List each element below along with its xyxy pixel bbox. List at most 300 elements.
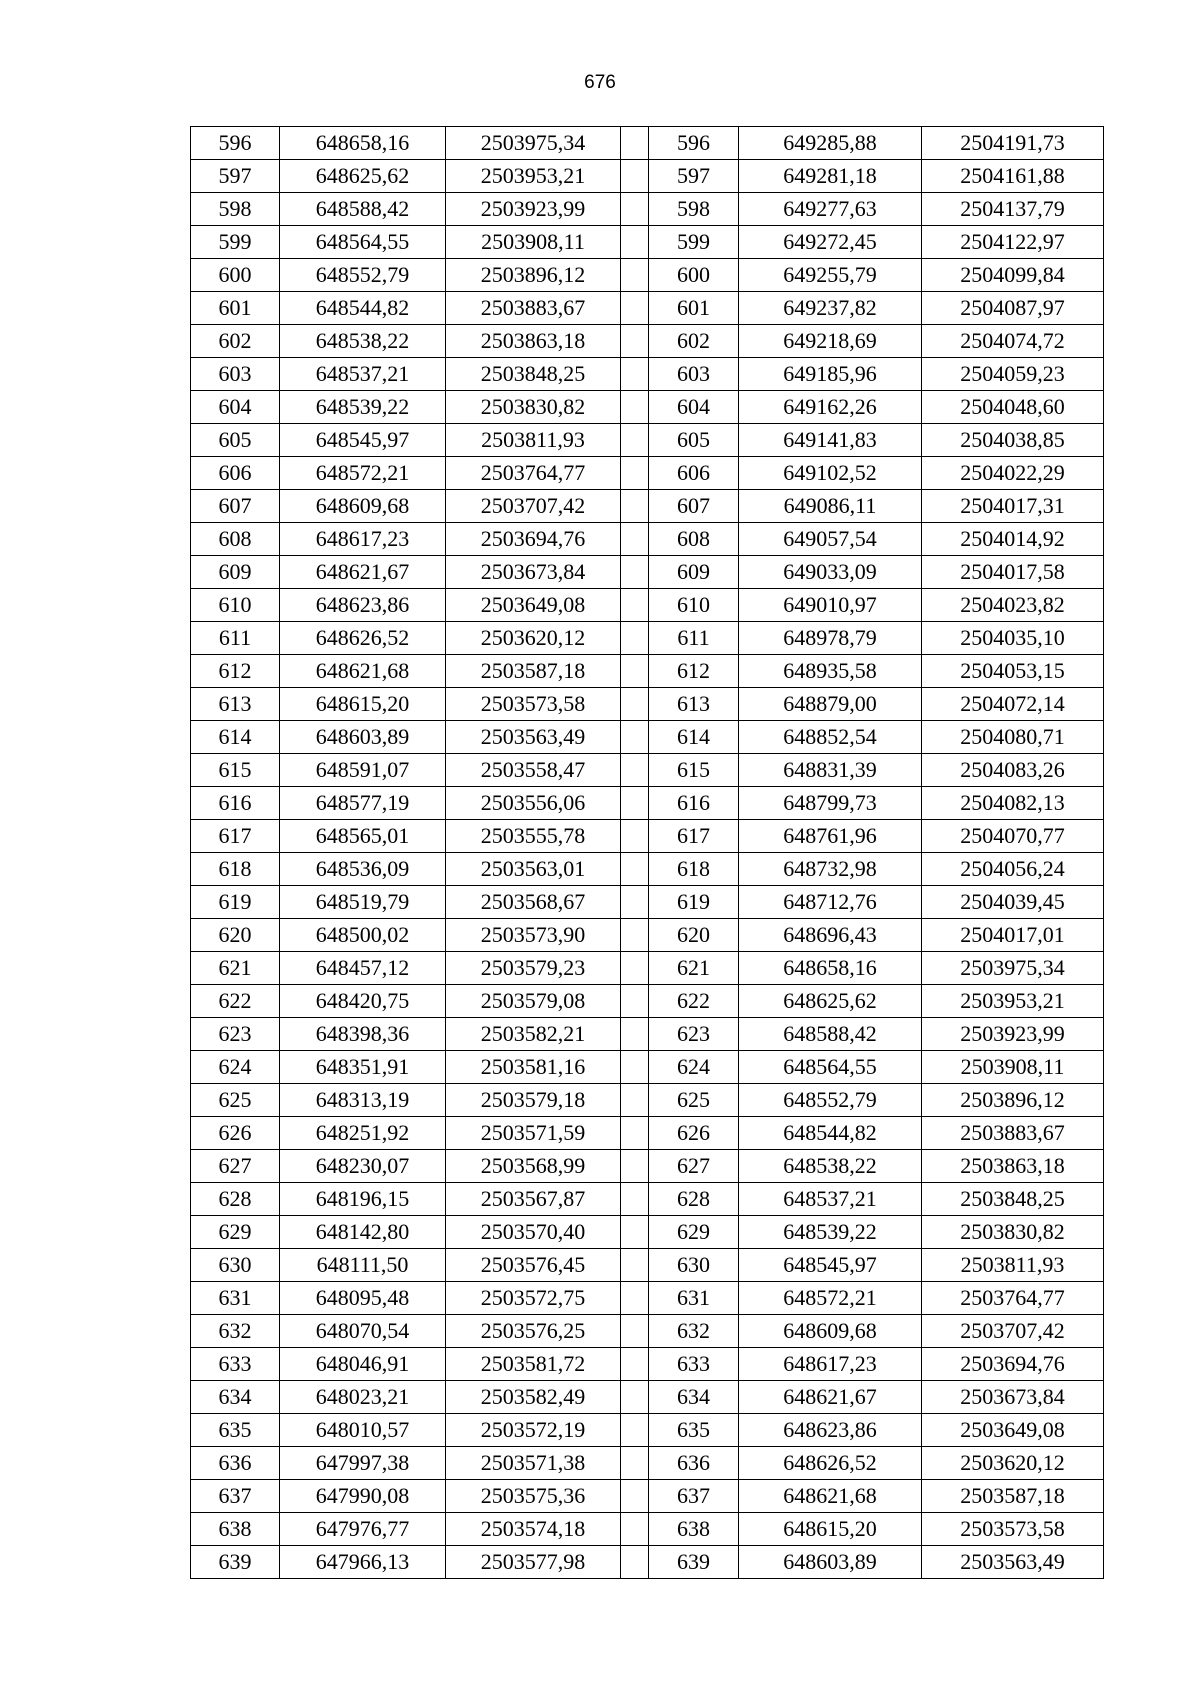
- left-y-coordinate-cell: 2503673,84: [446, 556, 621, 589]
- table-row: [191, 391, 1104, 424]
- separator-cell: [621, 1348, 649, 1381]
- left-x-coordinate-cell: 648142,80: [280, 1216, 446, 1249]
- left-y-coordinate-cell: 2503555,78: [446, 820, 621, 853]
- right-point-number-cell: 626: [649, 1117, 739, 1150]
- right-x-coordinate-cell: 649255,79: [739, 259, 922, 292]
- right-x-coordinate-cell: 648625,62: [739, 985, 922, 1018]
- left-y-coordinate-cell: 2503953,21: [446, 160, 621, 193]
- right-x-coordinate-cell: 648852,54: [739, 721, 922, 754]
- left-y-coordinate-cell: 2503579,18: [446, 1084, 621, 1117]
- right-x-coordinate-cell: 648623,86: [739, 1414, 922, 1447]
- separator-cell: [621, 1282, 649, 1315]
- left-point-number-cell: 633: [191, 1348, 280, 1381]
- left-point-number-cell: 620: [191, 919, 280, 952]
- left-y-coordinate-cell: 2503694,76: [446, 523, 621, 556]
- separator-cell: [621, 1513, 649, 1546]
- page-number: 676: [584, 72, 616, 93]
- separator-cell: [621, 1381, 649, 1414]
- left-point-number-cell: 625: [191, 1084, 280, 1117]
- table-row: [191, 1546, 1104, 1579]
- table-row: [191, 127, 1104, 160]
- left-point-number-cell: 610: [191, 589, 280, 622]
- left-y-coordinate-cell: 2503563,49: [446, 721, 621, 754]
- left-point-number-cell: 609: [191, 556, 280, 589]
- right-x-coordinate-cell: 648617,23: [739, 1348, 922, 1381]
- left-x-coordinate-cell: 648565,01: [280, 820, 446, 853]
- table-row: [191, 1117, 1104, 1150]
- right-x-coordinate-cell: 649010,97: [739, 589, 922, 622]
- right-x-coordinate-cell: 649285,88: [739, 127, 922, 160]
- separator-cell: [621, 457, 649, 490]
- left-x-coordinate-cell: 648609,68: [280, 490, 446, 523]
- left-x-coordinate-cell: 648625,62: [280, 160, 446, 193]
- left-y-coordinate-cell: 2503577,98: [446, 1546, 621, 1579]
- left-point-number-cell: 628: [191, 1183, 280, 1216]
- left-x-coordinate-cell: 648626,52: [280, 622, 446, 655]
- separator-cell: [621, 523, 649, 556]
- right-y-coordinate-cell: 2503953,21: [922, 985, 1104, 1018]
- left-x-coordinate-cell: 647990,08: [280, 1480, 446, 1513]
- right-point-number-cell: 620: [649, 919, 739, 952]
- right-y-coordinate-cell: 2503707,42: [922, 1315, 1104, 1348]
- right-point-number-cell: 629: [649, 1216, 739, 1249]
- table-row: [191, 1315, 1104, 1348]
- right-x-coordinate-cell: 648935,58: [739, 655, 922, 688]
- table-row: [191, 523, 1104, 556]
- right-x-coordinate-cell: 649185,96: [739, 358, 922, 391]
- separator-cell: [621, 556, 649, 589]
- table-row: [191, 1414, 1104, 1447]
- separator-cell: [621, 1414, 649, 1447]
- left-x-coordinate-cell: 648537,21: [280, 358, 446, 391]
- left-y-coordinate-cell: 2503556,06: [446, 787, 621, 820]
- left-x-coordinate-cell: 648070,54: [280, 1315, 446, 1348]
- left-point-number-cell: 598: [191, 193, 280, 226]
- left-y-coordinate-cell: 2503579,08: [446, 985, 621, 1018]
- left-y-coordinate-cell: 2503923,99: [446, 193, 621, 226]
- left-y-coordinate-cell: 2503572,75: [446, 1282, 621, 1315]
- right-x-coordinate-cell: 649086,11: [739, 490, 922, 523]
- right-x-coordinate-cell: 649141,83: [739, 424, 922, 457]
- separator-cell: [621, 1150, 649, 1183]
- left-point-number-cell: 618: [191, 853, 280, 886]
- right-y-coordinate-cell: 2504023,82: [922, 589, 1104, 622]
- right-y-coordinate-cell: 2503883,67: [922, 1117, 1104, 1150]
- right-x-coordinate-cell: 648799,73: [739, 787, 922, 820]
- right-y-coordinate-cell: 2504039,45: [922, 886, 1104, 919]
- right-point-number-cell: 603: [649, 358, 739, 391]
- right-point-number-cell: 609: [649, 556, 739, 589]
- left-y-coordinate-cell: 2503582,49: [446, 1381, 621, 1414]
- separator-cell: [621, 391, 649, 424]
- left-point-number-cell: 631: [191, 1282, 280, 1315]
- left-point-number-cell: 605: [191, 424, 280, 457]
- right-point-number-cell: 612: [649, 655, 739, 688]
- right-y-coordinate-cell: 2503694,76: [922, 1348, 1104, 1381]
- right-y-coordinate-cell: 2504161,88: [922, 160, 1104, 193]
- table-row: [191, 1249, 1104, 1282]
- table-row: [191, 787, 1104, 820]
- separator-cell: [621, 1315, 649, 1348]
- left-x-coordinate-cell: 648046,91: [280, 1348, 446, 1381]
- left-x-coordinate-cell: 648623,86: [280, 589, 446, 622]
- right-point-number-cell: 614: [649, 721, 739, 754]
- left-x-coordinate-cell: 648591,07: [280, 754, 446, 787]
- left-y-coordinate-cell: 2503587,18: [446, 655, 621, 688]
- left-y-coordinate-cell: 2503575,36: [446, 1480, 621, 1513]
- separator-cell: [621, 358, 649, 391]
- right-point-number-cell: 623: [649, 1018, 739, 1051]
- right-point-number-cell: 624: [649, 1051, 739, 1084]
- right-y-coordinate-cell: 2503587,18: [922, 1480, 1104, 1513]
- table-row: [191, 556, 1104, 589]
- left-y-coordinate-cell: 2503908,11: [446, 226, 621, 259]
- left-x-coordinate-cell: 648538,22: [280, 325, 446, 358]
- separator-cell: [621, 820, 649, 853]
- table-row: [191, 1183, 1104, 1216]
- left-point-number-cell: 635: [191, 1414, 280, 1447]
- right-point-number-cell: 622: [649, 985, 739, 1018]
- right-x-coordinate-cell: 649237,82: [739, 292, 922, 325]
- right-y-coordinate-cell: 2503673,84: [922, 1381, 1104, 1414]
- right-x-coordinate-cell: 649102,52: [739, 457, 922, 490]
- right-y-coordinate-cell: 2504087,97: [922, 292, 1104, 325]
- separator-cell: [621, 721, 649, 754]
- right-point-number-cell: 596: [649, 127, 739, 160]
- left-y-coordinate-cell: 2503582,21: [446, 1018, 621, 1051]
- right-point-number-cell: 631: [649, 1282, 739, 1315]
- left-x-coordinate-cell: 648615,20: [280, 688, 446, 721]
- right-point-number-cell: 619: [649, 886, 739, 919]
- left-point-number-cell: 630: [191, 1249, 280, 1282]
- right-x-coordinate-cell: 648621,67: [739, 1381, 922, 1414]
- table-row: [191, 952, 1104, 985]
- left-y-coordinate-cell: 2503581,16: [446, 1051, 621, 1084]
- left-y-coordinate-cell: 2503571,38: [446, 1447, 621, 1480]
- left-point-number-cell: 613: [191, 688, 280, 721]
- right-y-coordinate-cell: 2504070,77: [922, 820, 1104, 853]
- left-x-coordinate-cell: 648230,07: [280, 1150, 446, 1183]
- left-y-coordinate-cell: 2503572,19: [446, 1414, 621, 1447]
- left-x-coordinate-cell: 648545,97: [280, 424, 446, 457]
- separator-cell: [621, 688, 649, 721]
- table-row: [191, 1051, 1104, 1084]
- left-point-number-cell: 597: [191, 160, 280, 193]
- right-y-coordinate-cell: 2503764,77: [922, 1282, 1104, 1315]
- table-row: [191, 589, 1104, 622]
- left-x-coordinate-cell: 648658,16: [280, 127, 446, 160]
- table-row: [191, 358, 1104, 391]
- separator-cell: [621, 952, 649, 985]
- right-y-coordinate-cell: 2504035,10: [922, 622, 1104, 655]
- right-y-coordinate-cell: 2504017,01: [922, 919, 1104, 952]
- right-y-coordinate-cell: 2503573,58: [922, 1513, 1104, 1546]
- table-row: [191, 259, 1104, 292]
- table-row: [191, 1381, 1104, 1414]
- right-x-coordinate-cell: 649162,26: [739, 391, 922, 424]
- right-x-coordinate-cell: 649281,18: [739, 160, 922, 193]
- right-point-number-cell: 627: [649, 1150, 739, 1183]
- left-y-coordinate-cell: 2503764,77: [446, 457, 621, 490]
- right-x-coordinate-cell: 649033,09: [739, 556, 922, 589]
- right-y-coordinate-cell: 2503649,08: [922, 1414, 1104, 1447]
- left-y-coordinate-cell: 2503567,87: [446, 1183, 621, 1216]
- right-point-number-cell: 617: [649, 820, 739, 853]
- left-point-number-cell: 614: [191, 721, 280, 754]
- separator-cell: [621, 160, 649, 193]
- separator-cell: [621, 193, 649, 226]
- left-y-coordinate-cell: 2503649,08: [446, 589, 621, 622]
- left-y-coordinate-cell: 2503568,67: [446, 886, 621, 919]
- table-row: [191, 820, 1104, 853]
- right-x-coordinate-cell: 648615,20: [739, 1513, 922, 1546]
- right-y-coordinate-cell: 2504038,85: [922, 424, 1104, 457]
- table-row: [191, 721, 1104, 754]
- right-x-coordinate-cell: 648544,82: [739, 1117, 922, 1150]
- right-x-coordinate-cell: 648545,97: [739, 1249, 922, 1282]
- left-point-number-cell: 606: [191, 457, 280, 490]
- left-x-coordinate-cell: 648544,82: [280, 292, 446, 325]
- table-row: [191, 853, 1104, 886]
- left-point-number-cell: 624: [191, 1051, 280, 1084]
- right-point-number-cell: 638: [649, 1513, 739, 1546]
- left-x-coordinate-cell: 648111,50: [280, 1249, 446, 1282]
- right-x-coordinate-cell: 648572,21: [739, 1282, 922, 1315]
- right-y-coordinate-cell: 2504137,79: [922, 193, 1104, 226]
- right-y-coordinate-cell: 2503908,11: [922, 1051, 1104, 1084]
- right-point-number-cell: 600: [649, 259, 739, 292]
- right-point-number-cell: 635: [649, 1414, 739, 1447]
- left-y-coordinate-cell: 2503570,40: [446, 1216, 621, 1249]
- separator-cell: [621, 1447, 649, 1480]
- left-point-number-cell: 637: [191, 1480, 280, 1513]
- separator-cell: [621, 424, 649, 457]
- table-row: [191, 1513, 1104, 1546]
- right-x-coordinate-cell: 648564,55: [739, 1051, 922, 1084]
- left-x-coordinate-cell: 648398,36: [280, 1018, 446, 1051]
- table-row: [191, 160, 1104, 193]
- right-y-coordinate-cell: 2504072,14: [922, 688, 1104, 721]
- right-point-number-cell: 608: [649, 523, 739, 556]
- left-point-number-cell: 607: [191, 490, 280, 523]
- separator-cell: [621, 1249, 649, 1282]
- separator-cell: [621, 325, 649, 358]
- coordinates-table: [190, 126, 1104, 1579]
- left-y-coordinate-cell: 2503571,59: [446, 1117, 621, 1150]
- left-y-coordinate-cell: 2503563,01: [446, 853, 621, 886]
- left-y-coordinate-cell: 2503975,34: [446, 127, 621, 160]
- separator-cell: [621, 1084, 649, 1117]
- left-x-coordinate-cell: 648313,19: [280, 1084, 446, 1117]
- separator-cell: [621, 886, 649, 919]
- separator-cell: [621, 787, 649, 820]
- right-y-coordinate-cell: 2503923,99: [922, 1018, 1104, 1051]
- table-row: [191, 886, 1104, 919]
- left-x-coordinate-cell: 648564,55: [280, 226, 446, 259]
- left-x-coordinate-cell: 648023,21: [280, 1381, 446, 1414]
- right-point-number-cell: 621: [649, 952, 739, 985]
- right-y-coordinate-cell: 2503830,82: [922, 1216, 1104, 1249]
- right-point-number-cell: 598: [649, 193, 739, 226]
- right-x-coordinate-cell: 649218,69: [739, 325, 922, 358]
- left-x-coordinate-cell: 648536,09: [280, 853, 446, 886]
- right-y-coordinate-cell: 2504014,92: [922, 523, 1104, 556]
- right-point-number-cell: 602: [649, 325, 739, 358]
- left-point-number-cell: 608: [191, 523, 280, 556]
- right-y-coordinate-cell: 2503620,12: [922, 1447, 1104, 1480]
- right-point-number-cell: 601: [649, 292, 739, 325]
- left-point-number-cell: 629: [191, 1216, 280, 1249]
- table-row: [191, 985, 1104, 1018]
- left-y-coordinate-cell: 2503830,82: [446, 391, 621, 424]
- left-point-number-cell: 634: [191, 1381, 280, 1414]
- table-row: [191, 1447, 1104, 1480]
- table-row: [191, 193, 1104, 226]
- left-y-coordinate-cell: 2503581,72: [446, 1348, 621, 1381]
- left-point-number-cell: 623: [191, 1018, 280, 1051]
- left-y-coordinate-cell: 2503863,18: [446, 325, 621, 358]
- table-row: [191, 226, 1104, 259]
- right-point-number-cell: 628: [649, 1183, 739, 1216]
- left-y-coordinate-cell: 2503576,45: [446, 1249, 621, 1282]
- right-x-coordinate-cell: 648552,79: [739, 1084, 922, 1117]
- right-y-coordinate-cell: 2504056,24: [922, 853, 1104, 886]
- right-y-coordinate-cell: 2504053,15: [922, 655, 1104, 688]
- separator-cell: [621, 226, 649, 259]
- table-row: [191, 490, 1104, 523]
- table-row: [191, 622, 1104, 655]
- left-x-coordinate-cell: 648010,57: [280, 1414, 446, 1447]
- separator-cell: [621, 754, 649, 787]
- right-x-coordinate-cell: 648588,42: [739, 1018, 922, 1051]
- separator-cell: [621, 655, 649, 688]
- left-point-number-cell: 617: [191, 820, 280, 853]
- right-x-coordinate-cell: 649057,54: [739, 523, 922, 556]
- right-x-coordinate-cell: 648712,76: [739, 886, 922, 919]
- right-point-number-cell: 606: [649, 457, 739, 490]
- left-y-coordinate-cell: 2503707,42: [446, 490, 621, 523]
- right-y-coordinate-cell: 2504048,60: [922, 391, 1104, 424]
- left-x-coordinate-cell: 648251,92: [280, 1117, 446, 1150]
- right-x-coordinate-cell: 649277,63: [739, 193, 922, 226]
- left-x-coordinate-cell: 648519,79: [280, 886, 446, 919]
- left-point-number-cell: 600: [191, 259, 280, 292]
- table-row: [191, 292, 1104, 325]
- left-x-coordinate-cell: 648196,15: [280, 1183, 446, 1216]
- right-point-number-cell: 607: [649, 490, 739, 523]
- left-point-number-cell: 602: [191, 325, 280, 358]
- left-x-coordinate-cell: 648539,22: [280, 391, 446, 424]
- right-point-number-cell: 616: [649, 787, 739, 820]
- left-x-coordinate-cell: 648500,02: [280, 919, 446, 952]
- left-x-coordinate-cell: 647997,38: [280, 1447, 446, 1480]
- left-y-coordinate-cell: 2503811,93: [446, 424, 621, 457]
- left-point-number-cell: 604: [191, 391, 280, 424]
- left-x-coordinate-cell: 648621,68: [280, 655, 446, 688]
- separator-cell: [621, 1546, 649, 1579]
- table-row: [191, 754, 1104, 787]
- left-y-coordinate-cell: 2503574,18: [446, 1513, 621, 1546]
- separator-cell: [621, 1480, 649, 1513]
- left-point-number-cell: 626: [191, 1117, 280, 1150]
- separator-cell: [621, 1018, 649, 1051]
- left-x-coordinate-cell: 648572,21: [280, 457, 446, 490]
- right-x-coordinate-cell: 648609,68: [739, 1315, 922, 1348]
- coordinates-table-body: [191, 127, 1104, 1579]
- separator-cell: [621, 589, 649, 622]
- separator-cell: [621, 622, 649, 655]
- left-y-coordinate-cell: 2503576,25: [446, 1315, 621, 1348]
- right-point-number-cell: 630: [649, 1249, 739, 1282]
- left-x-coordinate-cell: 648552,79: [280, 259, 446, 292]
- table-row: [191, 1480, 1104, 1513]
- left-x-coordinate-cell: 648095,48: [280, 1282, 446, 1315]
- separator-cell: [621, 1117, 649, 1150]
- right-x-coordinate-cell: 648603,89: [739, 1546, 922, 1579]
- left-x-coordinate-cell: 647976,77: [280, 1513, 446, 1546]
- right-y-coordinate-cell: 2504074,72: [922, 325, 1104, 358]
- left-point-number-cell: 601: [191, 292, 280, 325]
- right-x-coordinate-cell: 648621,68: [739, 1480, 922, 1513]
- left-point-number-cell: 638: [191, 1513, 280, 1546]
- right-point-number-cell: 637: [649, 1480, 739, 1513]
- left-point-number-cell: 632: [191, 1315, 280, 1348]
- right-point-number-cell: 632: [649, 1315, 739, 1348]
- right-point-number-cell: 625: [649, 1084, 739, 1117]
- right-x-coordinate-cell: 648658,16: [739, 952, 922, 985]
- right-y-coordinate-cell: 2504099,84: [922, 259, 1104, 292]
- left-y-coordinate-cell: 2503848,25: [446, 358, 621, 391]
- right-point-number-cell: 613: [649, 688, 739, 721]
- left-y-coordinate-cell: 2503558,47: [446, 754, 621, 787]
- right-x-coordinate-cell: 648732,98: [739, 853, 922, 886]
- table-row: [191, 655, 1104, 688]
- separator-cell: [621, 919, 649, 952]
- right-x-coordinate-cell: 648537,21: [739, 1183, 922, 1216]
- left-point-number-cell: 615: [191, 754, 280, 787]
- right-x-coordinate-cell: 648761,96: [739, 820, 922, 853]
- table-row: [191, 1084, 1104, 1117]
- left-point-number-cell: 619: [191, 886, 280, 919]
- right-y-coordinate-cell: 2504083,26: [922, 754, 1104, 787]
- left-x-coordinate-cell: 648577,19: [280, 787, 446, 820]
- right-point-number-cell: 604: [649, 391, 739, 424]
- left-y-coordinate-cell: 2503883,67: [446, 292, 621, 325]
- separator-cell: [621, 1216, 649, 1249]
- separator-cell: [621, 1051, 649, 1084]
- right-x-coordinate-cell: 648696,43: [739, 919, 922, 952]
- right-y-coordinate-cell: 2504017,31: [922, 490, 1104, 523]
- separator-cell: [621, 490, 649, 523]
- right-point-number-cell: 615: [649, 754, 739, 787]
- right-point-number-cell: 599: [649, 226, 739, 259]
- table-row: [191, 457, 1104, 490]
- separator-cell: [621, 127, 649, 160]
- right-point-number-cell: 633: [649, 1348, 739, 1381]
- left-x-coordinate-cell: 648457,12: [280, 952, 446, 985]
- right-x-coordinate-cell: 648831,39: [739, 754, 922, 787]
- separator-cell: [621, 259, 649, 292]
- separator-cell: [621, 985, 649, 1018]
- right-point-number-cell: 634: [649, 1381, 739, 1414]
- right-y-coordinate-cell: 2503975,34: [922, 952, 1104, 985]
- table-row: [191, 1018, 1104, 1051]
- right-x-coordinate-cell: 648626,52: [739, 1447, 922, 1480]
- left-point-number-cell: 627: [191, 1150, 280, 1183]
- right-y-coordinate-cell: 2504191,73: [922, 127, 1104, 160]
- right-x-coordinate-cell: 648539,22: [739, 1216, 922, 1249]
- left-point-number-cell: 599: [191, 226, 280, 259]
